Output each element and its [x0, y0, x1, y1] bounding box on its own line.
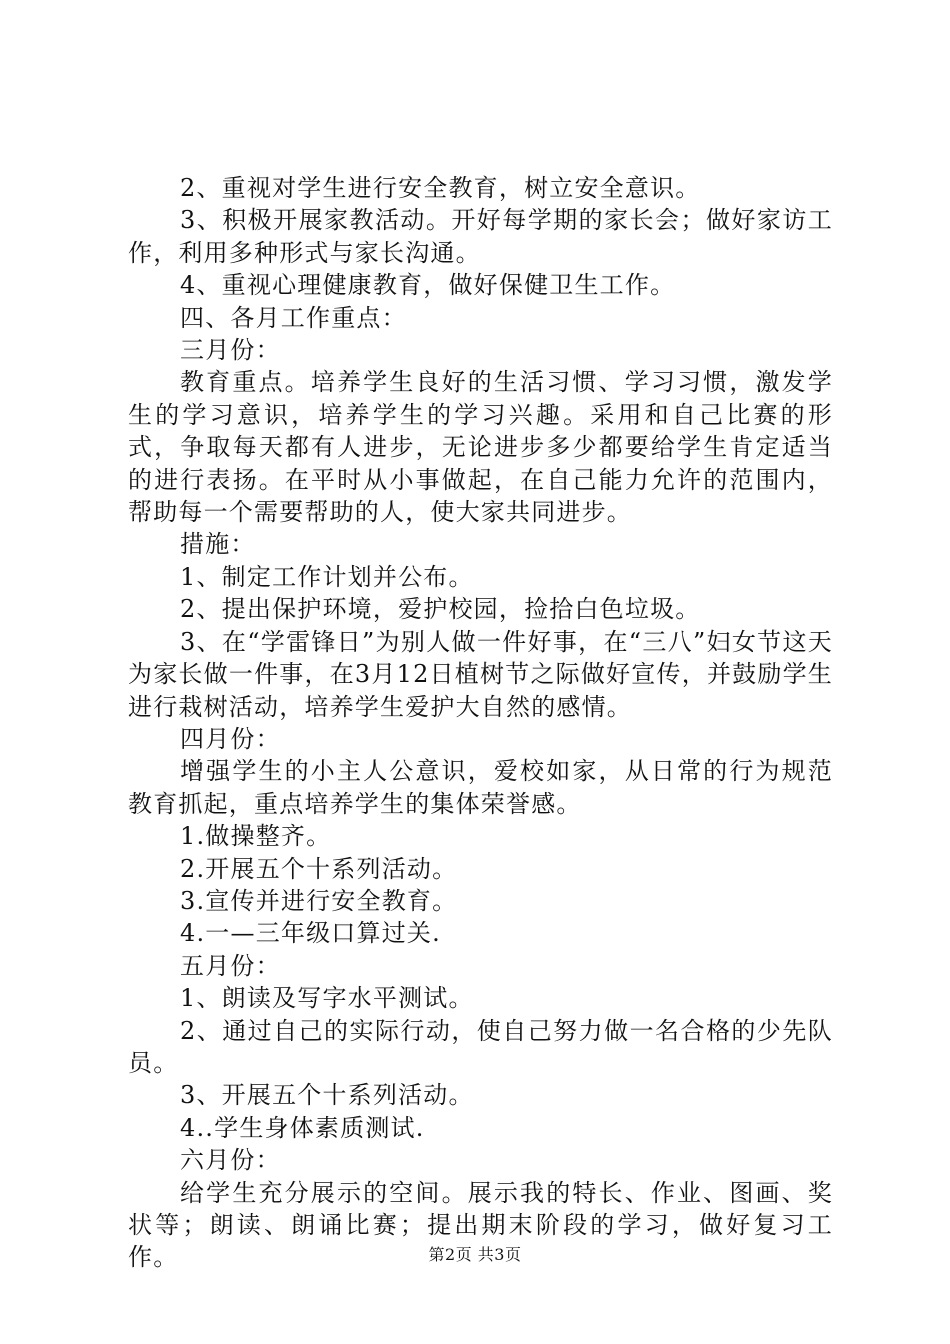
paragraph: 增强学生的小主人公意识，爱校如家，从日常的行为规范教育抓起，重点培养学生的集体荣誉感。: [128, 757, 833, 818]
document-body: [128, 172, 833, 1274]
list-item: 1、朗读及写字水平测试。: [180, 984, 474, 1013]
page-number-footer: 第2页 共3页: [428, 1245, 522, 1264]
paragraph: 2、重视对学生进行安全教育，树立安全意识。: [180, 174, 701, 202]
list-item: 3、开展五个十系列活动。: [180, 1081, 474, 1110]
list-item: 3、在“学雷锋日”为别人做一件好事，在“三八”妇女节这天为家长做一件事，在3月12日植树节之际做好宣传，并鼓励学生进行栽树活动，培养学生爱护大自然的感情。: [128, 627, 833, 721]
section-heading: 四、各月工作重点：: [180, 303, 407, 332]
month-heading-june: 六月份：: [180, 1146, 281, 1175]
list-item: 1、制定工作计划并公布。: [180, 562, 474, 591]
list-item: 2、提出保护环境，爱护校园，捡拾白色垃圾。: [180, 595, 701, 624]
list-item: 4..学生身体素质测试.: [180, 1113, 425, 1142]
paragraph: 教育重点。培养学生良好的生活习惯、学习习惯，激发学生的学习意识，培养学生的学习兴趣。采用和自己比赛的形式，争取每天都有人进步，无论进步多少都要给学生肯定适当的进行表扬。在平时从小事做起，在自己能力允许的范围内，帮助每一个需要帮助的人，使大家共同进步。: [128, 368, 833, 527]
paragraph: 4、重视心理健康教育，做好保健卫生工作。: [180, 271, 676, 300]
month-heading-april: 四月份：: [180, 724, 281, 753]
month-heading-may: 五月份：: [180, 951, 281, 980]
paragraph: 3、积极开展家教活动。开好每学期的家长会；做好家访工作，利用多种形式与家长沟通。: [128, 206, 833, 267]
list-item: 4.一—三年级口算过关.: [180, 919, 441, 948]
list-item: 3.宣传并进行安全教育。: [180, 886, 458, 915]
paragraph: 给学生充分展示的空间。展示我的特长、作业、图画、奖状等；朗读、朗诵比赛；提出期末阶段的学习，做好复习工作。: [128, 1178, 833, 1272]
list-item: 1.做操整齐。: [180, 822, 332, 851]
list-item: 2.开展五个十系列活动。: [180, 854, 458, 883]
month-heading-march: 三月份：: [180, 336, 281, 365]
list-item: 2、通过自己的实际行动，使自己努力做一名合格的少先队员。: [128, 1016, 833, 1077]
measures-heading: 措施：: [180, 530, 256, 559]
